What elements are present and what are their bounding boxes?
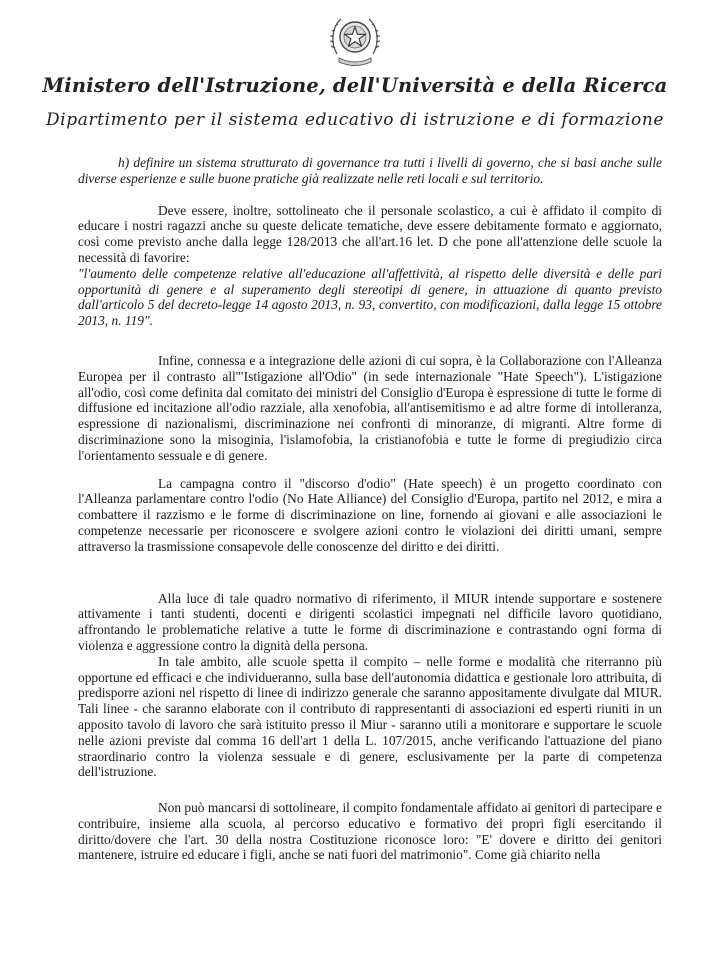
document-body [78,155,662,863]
paragraph-parents-role: Non può mancarsi di sottolineare, il compito fondamentale affidato ai genitori di partecipare e contribuire, insieme alla scuola, al percorso educativo e formativo dei propri figli esercitando il diritto/dovere che l'art. 30 della nostra Costituzione riconosce loro: "E' dovere e diritto dei genitori mantenere, istruire ed educare i figli, anche se nati fuori del matrimonio". Come già chiarito nella [78,800,662,863]
law-quote: "l'aumento delle competenze relative all'educazione all'affettività, al rispetto delle diversità e delle pari opportunità di genere e al superamento degli stereotipi di genere, in attuazione di quanto previsto dall'articolo 5 del decreto-legge 14 agosto 2013, n. 93, convertito, con modificazioni, dalla legge 15 ottobre 2013, n. 119". [78,265,662,329]
paragraph-staff-training: Deve essere, inoltre, sottolineato che il personale scolastico, a cui è affidato il compito di educare i nostri ragazzi anche su queste delicate tematiche, deve essere debitamente formato e aggiornato, così come previsto anche dalla legge 128/2013 che all'art.16 let. D che pone all'attenzione delle scuole la necessità di favorire: [78,202,662,265]
department-heading: Dipartimento per il sistema educativo di istruzione e di formazione [45,110,665,130]
list-item-h: h) definire un sistema strutturato di governance tra tutti i livelli di governo, che si basi anche sulle diverse esperienze e sulle buone pratiche già realizzate nelle reti locali e sul territorio. [78,155,662,186]
paragraph-hate-speech-alliance: Infine, connessa e a integrazione delle azioni di cui sopra, è la Collaborazione con l'Alleanza Europea per il contrasto all'"Istigazione all'Odio" (in sede internazionale "Hate Speech"). L'istigazione all'odio, così come definita dal comitato dei ministri del Consiglio d'Europa è espressione di tutte le forme di diffusione ed incitazione all'odio razziale, alla xenofobia, all'antisemitismo e ad altre forme di intolleranza, espressione di nazionalismi, discriminazione nei confronti di minoranze, di migranti. Altre forme di discriminazione sono la misoginia, l'islamofobia, la cristianofobia e tutte le forme di pregiudizio circa l'orientamento sessuale e di genere. [78,352,662,463]
paragraph-hate-speech-campaign: La campagna contro il "discorso d'odio" (Hate speech) è un progetto coordinato con l'Alleanza parlamentare contro l'odio (No Hate Alliance) del Consiglio d'Europa, partito nel 2012, e mira a combattere il razzismo e le forme di discriminazione on line, fornendo ai giovani e alle associazioni le competenze necessarie per riconoscere e svolgere azioni contro le violazioni dei diritti umani, sempre attraverso la trasmissione consapevole delle conoscenze del diritto e dei diritti. [78,475,662,554]
paragraph-school-role: In tale ambito, alle scuole spetta il compito – nelle forme e modalità che riterranno più opportune ed efficaci e che individueranno, sulla base dell'autonomia didattica e gestionale loro attribuita, di predisporre azioni nel rispetto di linee di indirizzo generale che saranno appositamente divulgate dal MIUR. Tali linee - che saranno elaborate con il contributo di rappresentanti di associazioni ed esperti riuniti in un apposito tavolo di lavoro che sarà istituito presso il Miur - saranno utili a monitorare e supportare le scuole nelle azioni previste dal comma 16 dell'art 1 della L. 107/2015, anche verificando l'attuazione del piano straordinario contro la violenza sessuale e di genere, esclusivamente per la parte di competenza dell'istruzione. [78,653,662,780]
italian-republic-emblem [327,10,383,70]
paragraph-miur-support: Alla luce di tale quadro normativo di riferimento, il MIUR intende supportare e sostenere attivamente i tanti studenti, docenti e dirigenti scolastici impegnati nel difficile lavoro quotidiano, affrontando le problematiche relative a tutte le forme di discriminazione e contrastando ogni forma di violenza e aggressione contro la dignità della persona. [78,590,662,653]
ministry-heading: Ministero dell'Istruzione, dell'Università e della Ricerca [42,74,668,97]
